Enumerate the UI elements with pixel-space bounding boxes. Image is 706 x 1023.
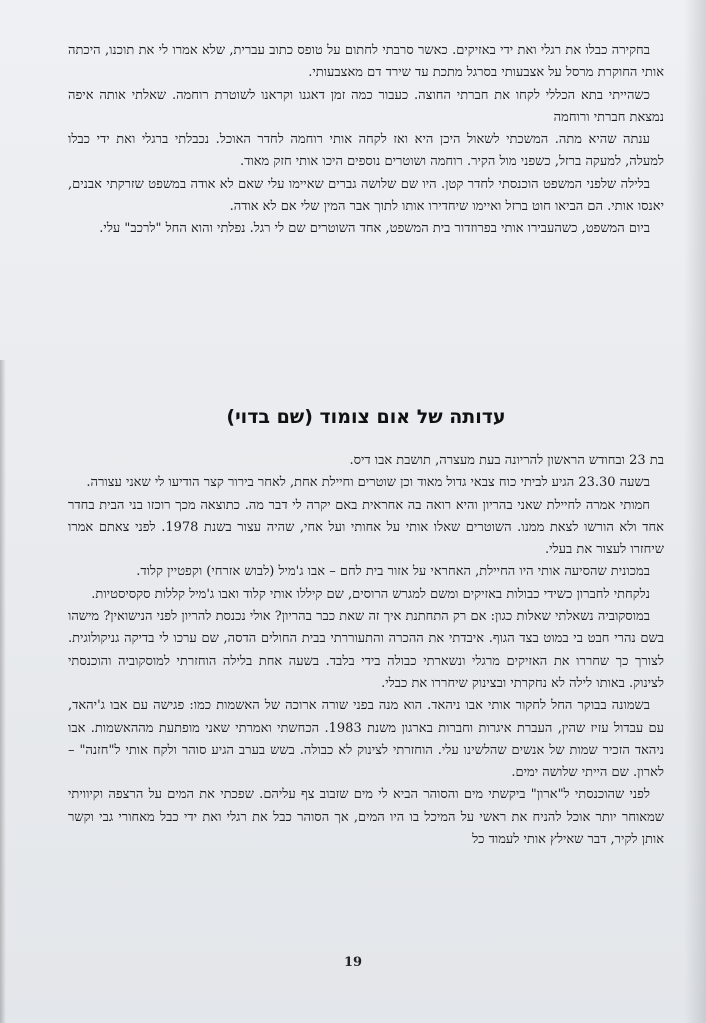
top-text-section xyxy=(68,40,664,241)
paragraph: בחקירה כבלו את רגלי ואת ידי באזיקים. כאשר סרבתי לחתום על טופס כתוב עברית, שלא אמרו לי את תוכנו, היכתה אותי החוקרת מרסל על אצבעותי בסרגל מתכת עד שירד דם מאצבעותי. xyxy=(68,43,664,81)
paragraph: כשהייתי בתא הכללי לקחו את חברתי החוצה. כעבור כמה זמן דאגנו וקראנו לשוטרת רוחמה. שאלתי אותה איפה נמצאת חברתי ורוחמה xyxy=(68,87,664,125)
page-fold-shadow xyxy=(0,360,6,1023)
paragraph: בלילה שלפני המשפט הוכנסתי לחדר קטן. היו שם שלושה גברים שאיימו עלי שאם לא אודה במשפט שזרקתי אבנים, יאנסו אותי. הם הביאו חוט ברזל ואיימו שיחדירו אותו לתוך אבר המין שלי אם לא אודה. xyxy=(68,176,664,215)
paragraph: ביום המשפט, כשהעבירו אותי בפרוזדור בית המשפט, אחד השוטרים שם לי רגל. נפלתי והוא החל "לרכב" עלי. xyxy=(99,221,650,237)
page-edge-shadow xyxy=(684,0,706,1023)
paragraph: נלקחתי לחברון כשידי כבולות באזיקים ומשם למגרש הרוסים, שם קיללו אותי קלוד ואבו ג'מיל קללות סקסיסטיות. xyxy=(91,586,650,602)
paragraph: חמותי אמרה לחיילת שאני בהריון והיא רואה בה אחראית באם יקרה לי דבר מה. כתוצאה מכך רוכזו בני הבית בחדר אחד ולא הורשו לצאת ממנו. השוטרים שאלו אותי על אחותי ועל אחי, שהיה עצור בשנת 1978. לפני צאתם אמרו שיחזרו לעצור את בעלי. xyxy=(68,497,664,558)
paragraph: לפני שהוכנסתי ל"ארון" ביקשתי מים והסוהר הביא לי מים שזבוב צף עליהם. שפכתי את המים על הרצפה וקיוויתי שמאוחר יותר אוכל להניח את ראשי על המיכל בו היו המים, אך הסוהר כבל את רגלי ואת ידי כבל מאחורי גבי וקשר אותן לקיר, דבר שאילץ אותי לעמוד כל xyxy=(68,787,664,848)
testimony-text-section xyxy=(68,450,664,851)
section-heading: עדותה של אום צומוד (שם בדוי) xyxy=(226,406,506,428)
paragraph: ענתה שהיא מתה. המשכתי לשאול היכן היא ואז לקחה אותי רוחמה לחדר האוכל. נכבלתי ברגלי ואת ידי כבלו למעלה, למעקה ברזל, כשפני מול הקיר. רוחמה ושוטרים נוספים היכו אותי חזק מאוד. xyxy=(68,132,664,170)
paragraph: בשמונה בבוקר החל לחקור אותי אבו ניהאד. הוא מנה בפני שורה ארוכה של האשמות כמו: פגישה עם אבו ג'יהאד, עם עבדול עזיז שהין, העברת איגרות וחברות בארגון משנת 1983. הכחשתי ואמרתי שאני מופתעת מההאשמות. אבו ניהאד הזכיר שמות של אנשים שהלשינו עלי. הוחזרתי לצינוק לא כבולה. בשש בערב הגיע סוהר ולקח אותי ל"חזנה" – לארון. שם הייתי שלושה ימים. xyxy=(68,698,665,781)
page-number: 19 xyxy=(343,955,363,970)
paragraph: במכונית שהסיעה אותי היו החיילת, האחראי על אזור בית לחם – אבו ג'מיל (לבוש אזרחי) וקפטיין קלוד. xyxy=(136,564,650,580)
intro-line: בת 23 ובחודש הראשון להריונה בעת מעצרה, תושבת אבו דיס. xyxy=(349,453,664,468)
paragraph: במוסקוביה נשאלתי שאלות כגון: אם רק התחתנת איך זה שאת כבר בהריון? אולי נכנסת להריון לפני הנישואין? מישהו בשם נהרי חבט בי במוט בצד הגוף. איבדתי את ההכרה והתעוררתי בבית החולים הדסה, שם ערכו לי בדיקה גניקולוגית. לצורך כך שחררו את האזיקים מרגלי ונשארתי כבולה בידי בלבד. בשעה אחת בלילה הוחזרתי למוסקוביה והוכנסתי לצינוק. באותו לילה לא נחקרתי ובצינוק שיחררו את כבלי. xyxy=(68,609,664,691)
paragraph: בשעה 23.30 הגיע לביתי כוח צבאי גדול מאוד וכן שוטרים וחיילת אחת, לאחר בירור קצר הודיעו לי שאני עצורה. xyxy=(86,475,650,491)
